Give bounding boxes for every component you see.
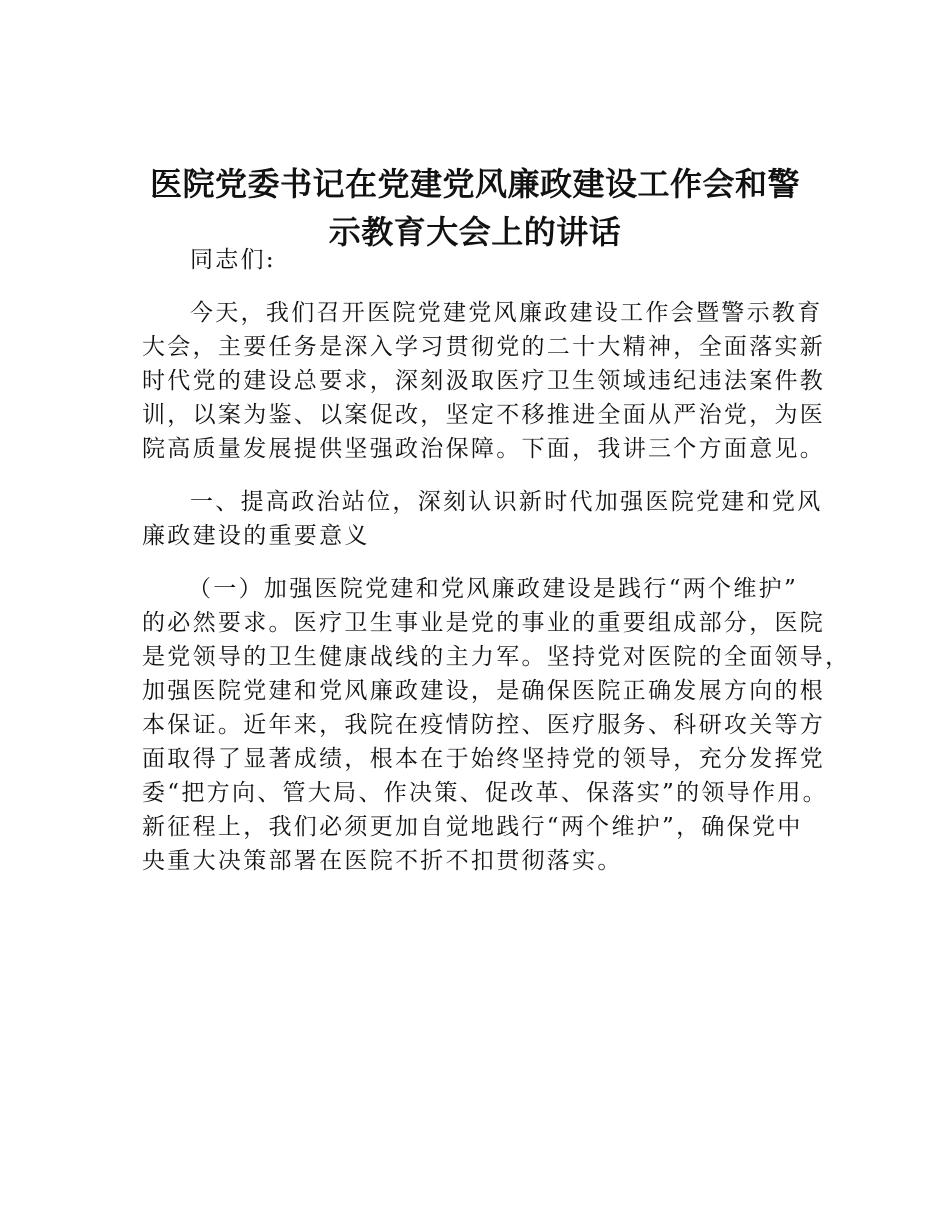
- paragraph-line: 加强医院党建和党风廉政建设，是确保医院正确发展方向的根: [142, 678, 826, 704]
- paragraph-line: 大会，主要任务是深入学习贯彻党的二十大精神，全面落实新: [142, 334, 826, 360]
- paragraph-line: 新征程上，我们必须更加自觉地践行“两个维护”，确保党中: [142, 814, 803, 840]
- title-line: 医院党委书记在党建党风廉政建设工作会和警: [149, 165, 800, 203]
- subsection-paragraph-one: [142, 572, 851, 878]
- paragraph-line: 本保证。近年来，我院在疫情防控、医疗服务、科研攻关等方: [142, 712, 826, 738]
- paragraph-line: 是党领导的卫生健康战线的主力军。坚持党对医院的全面领导，: [142, 644, 851, 670]
- paragraph-line: 时代党的建设总要求，深刻汲取医疗卫生领域违纪违法案件教: [142, 368, 826, 394]
- paragraph-line: 委“把方向、管大局、作决策、促改革、保落实”的领导作用。: [142, 780, 828, 806]
- section-heading-one: [142, 485, 832, 553]
- salutation: 同志们:: [190, 247, 276, 273]
- document-title: [100, 160, 850, 256]
- paragraph-gap: [142, 553, 832, 572]
- title-line: 示教育大会上的讲话: [328, 213, 622, 251]
- paragraph-line: 今天，我们召开医院党建党风廉政建设工作会暨警示教育: [190, 300, 823, 326]
- heading-line: 廉政建设的重要意义: [142, 523, 370, 549]
- paragraph-line: 训，以案为鉴、以案促改，坚定不移推进全面从严治党，为医: [142, 402, 826, 428]
- paragraph-line: 央重大决策部署在医院不折不扣贯彻落实。: [142, 848, 623, 874]
- intro-paragraph: [142, 296, 832, 466]
- paragraph-line: 面取得了显著成绩，根本在于始终坚持党的领导，充分发挥党: [142, 746, 826, 772]
- heading-line: 一、提高政治站位，深刻认识新时代加强医院党建和党风: [190, 489, 823, 515]
- document-body: [142, 243, 851, 878]
- paragraph-gap: [142, 277, 832, 296]
- salutation-paragraph: [142, 243, 832, 277]
- paragraph-line: 院高质量发展提供坚强政治保障。下面，我讲三个方面意见。: [142, 436, 826, 462]
- paragraph-line: （一）加强医院党建和党风廉政建设是践行“两个维护”: [188, 576, 799, 602]
- paragraph-line: 的必然要求。医疗卫生事业是党的事业的重要组成部分，医院: [142, 610, 826, 636]
- paragraph-gap: [142, 466, 832, 485]
